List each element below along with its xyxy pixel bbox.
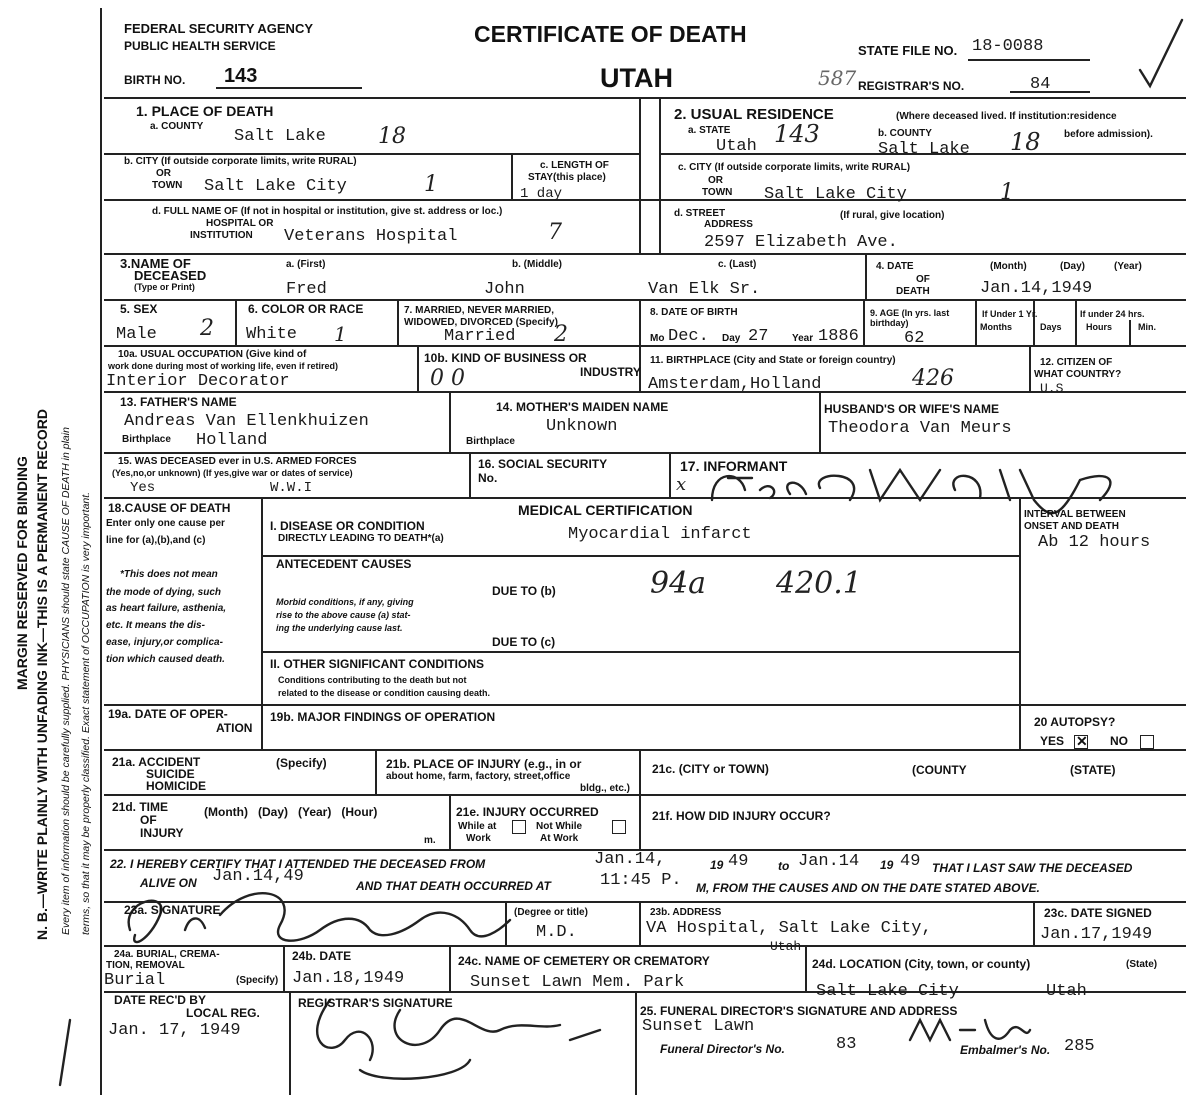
morbid-note-1: Morbid conditions, if any, giving <box>276 597 414 607</box>
certify-from: Jan.14, <box>594 850 666 869</box>
cause-b-code2: 420.1 <box>776 566 862 601</box>
name-label-3: (Type or Print) <box>134 282 195 292</box>
autopsy-no-checkbox[interactable] <box>1140 735 1154 749</box>
degree-label: (Degree or title) <box>514 907 588 918</box>
res-county-label: b. COUNTY <box>878 128 932 139</box>
due-to-c-label: DUE TO (c) <box>492 635 556 649</box>
cause-note-1: *This does not mean <box>120 569 218 580</box>
hospital-label-2: HOSPITAL OR <box>206 218 274 229</box>
certify-text-2: THAT I LAST SAW THE DECEASED <box>932 861 1133 875</box>
date-received-label-2: LOCAL REG. <box>186 1006 260 1020</box>
res-street-label: d. STREET <box>674 208 726 219</box>
burial-label-1: 24a. BURIAL, CREMA- <box>114 949 220 960</box>
sex-label: 5. SEX <box>120 302 158 316</box>
findings-label: 19b. MAJOR FINDINGS OF OPERATION <box>270 710 496 724</box>
burial-date-value: Jan.18,1949 <box>292 969 405 988</box>
month-label: (Month) <box>990 261 1027 272</box>
race-value: White <box>246 325 298 344</box>
last-name-value: Van Elk Sr. <box>648 280 761 299</box>
accident-label-3: HOMICIDE <box>146 779 206 793</box>
date-of-death-value: Jan.14,1949 <box>980 279 1093 298</box>
at-work-label: At Work <box>540 833 579 844</box>
birth-day-label: Day <box>722 333 741 344</box>
cause-label: 18.CAUSE OF DEATH <box>108 501 231 515</box>
certify-text-1: 22. I HEREBY CERTIFY THAT I ATTENDED THE DECEASED FROM <box>110 857 486 871</box>
ssn-no-label: No. <box>478 471 498 485</box>
state-file-label: STATE FILE NO. <box>858 43 958 58</box>
cemetery-value: Sunset Lawn Mem. Park <box>470 973 685 992</box>
armed-answer: Yes <box>130 480 156 496</box>
injury-how-label: 21f. HOW DID INJURY OCCUR? <box>652 809 831 823</box>
informant-mark: x <box>676 474 687 495</box>
certify-alive-on: ALIVE ON <box>140 876 197 890</box>
injury-county-label: (COUNTY <box>912 763 967 777</box>
age-label: 9. AGE (In yrs. last birthday) <box>870 308 950 328</box>
birth-day-value: 27 <box>748 327 769 346</box>
birthplace-code: 426 <box>912 366 954 391</box>
res-state-code: 143 <box>774 120 820 148</box>
res-county-value: Salt Lake <box>878 140 970 159</box>
autopsy-label: 20 AUTOPSY? <box>1034 715 1116 729</box>
fd-no-value: 83 <box>836 1035 857 1054</box>
margin-warning-text: N. B.—WRITE PLAINLY WITH UNFADING INK—THIS IS A PERMANENT RECORD <box>34 409 50 940</box>
operation-date-label-2: ATION <box>216 721 253 735</box>
stay-value: 1 day <box>520 186 563 202</box>
while-at-work-checkbox[interactable] <box>512 820 526 834</box>
citizen-value: U.S <box>1040 381 1064 396</box>
fd-no-label: Funeral Director's No. <box>660 1042 785 1056</box>
morbid-note-2: rise to the above cause (a) stat- <box>276 610 411 620</box>
name-label-1: 3.NAME OF <box>120 256 191 271</box>
cause-note-5: ease, injury,or complica- <box>106 637 223 648</box>
injury-place-label-3: bldg., etc.) <box>580 783 630 794</box>
certify-text-3: AND THAT DEATH OCCURRED AT <box>356 879 551 893</box>
certificate-title: CERTIFICATE OF DEATH <box>474 21 747 47</box>
name-label-2: DECEASED <box>134 268 207 283</box>
last-name-label: c. (Last) <box>718 259 757 270</box>
cause-note-4: etc. It means the dis- <box>106 620 205 631</box>
location-state-label: (State) <box>1126 959 1158 970</box>
armed-label-2: (Yes,no,or unknown) (If yes,give war or dates of service) <box>112 468 353 478</box>
date-death-label-3: DEATH <box>896 286 930 297</box>
pod-city-value: Salt Lake City <box>204 177 347 196</box>
not-while-at-work-checkbox[interactable] <box>612 820 626 834</box>
certify-text-4: M, FROM THE CAUSES AND ON THE DATE STATED ABOVE. <box>696 881 1040 895</box>
race-code: 1 <box>334 322 347 346</box>
date-death-label-2: OF <box>916 274 930 285</box>
morbid-note-3: ing the underlying cause last. <box>276 623 403 633</box>
cause-instr-2: line for (a),(b),and (c) <box>106 535 206 546</box>
armed-label-1: 15. WAS DECEASED ever in U.S. ARMED FORCES <box>118 456 357 467</box>
res-street-note: (If rural, give location) <box>840 210 945 221</box>
emb-no-value: 285 <box>1064 1037 1095 1056</box>
funeral-label: 25. FUNERAL DIRECTOR'S SIGNATURE AND ADDRESS <box>640 1004 958 1018</box>
res-city-value: Salt Lake City <box>764 185 907 204</box>
spouse-label: HUSBAND'S OR WIFE'S NAME <box>824 402 1000 416</box>
birth-year-value: 1886 <box>818 327 859 346</box>
res-town: TOWN <box>702 187 733 198</box>
check-mark <box>1140 20 1182 86</box>
autopsy-yes-check-icon: ✕ <box>1076 733 1088 749</box>
first-name-label: a. (First) <box>286 259 326 270</box>
marital-label-2: WIDOWED, DIVORCED (Specify) <box>404 317 558 328</box>
other-conditions-note-2: related to the disease or condition causing death. <box>278 688 491 698</box>
residence-note: (Where deceased lived. If institution:residence <box>896 111 1117 122</box>
registrar-number: 84 <box>1030 75 1051 94</box>
birth-month-value: Dec. <box>668 327 709 346</box>
autopsy-yes-label: YES <box>1040 734 1065 748</box>
months-label: Months <box>980 322 1012 332</box>
stamp-number: 587 <box>818 66 857 90</box>
burial-date-label: 24b. DATE <box>292 949 352 963</box>
date-received-value: Jan. 17, 1949 <box>108 1021 241 1040</box>
cause-b-code: 94a <box>650 566 707 601</box>
margin-instruction-1: Every item of information should be carefully supplied. PHYSICIANS should state CAUSE OF DEATH in plain <box>60 427 72 935</box>
race-label: 6. COLOR OR RACE <box>248 302 364 316</box>
day-label: (Day) <box>1060 261 1086 272</box>
birth-mo-label: Mo <box>650 333 665 344</box>
disease-label-1: I. DISEASE OR CONDITION <box>270 519 425 533</box>
hospital-value: Veterans Hospital <box>284 227 458 246</box>
stay-label-1: c. LENGTH OF <box>540 160 609 171</box>
burial-specify: (Specify) <box>236 975 279 986</box>
margin-binding-text: MARGIN RESERVED FOR BINDING <box>14 456 30 690</box>
birth-no-label: BIRTH NO. <box>124 73 186 87</box>
agency-name: FEDERAL SECURITY AGENCY <box>124 21 314 36</box>
informant-signature <box>712 470 1110 513</box>
pod-county-label: a. COUNTY <box>150 121 204 132</box>
certify-from-year: 49 <box>728 852 749 871</box>
father-value: Andreas Van Ellenkhuizen <box>124 412 369 431</box>
marital-label-1: 7. MARRIED, NEVER MARRIED, <box>404 305 555 316</box>
hospital-code: 7 <box>548 220 562 245</box>
birth-year-label: Year <box>792 333 814 344</box>
interval-label-2: ONSET AND DEATH <box>1024 521 1119 532</box>
emb-no-label: Embalmer's No. <box>960 1043 1051 1057</box>
hospital-label-1: d. FULL NAME OF (If not in hospital or institution, give st. address or loc.) <box>152 206 503 217</box>
pod-county-value: Salt Lake <box>234 127 326 146</box>
res-or: OR <box>708 175 723 186</box>
min-label: Min. <box>1138 322 1156 332</box>
industry-label-2: INDUSTRY <box>580 365 641 379</box>
hospital-label-3: INSTITUTION <box>190 230 253 241</box>
first-name-value: Fred <box>286 280 327 299</box>
injury-place-label-1: 21b. PLACE OF INJURY (e.g., in or <box>386 757 582 771</box>
cause-a-value: Myocardial infarct <box>568 525 752 544</box>
address-value: VA Hospital, Salt Lake City, <box>646 919 932 938</box>
middle-name-value: John <box>484 280 525 299</box>
other-conditions-note-1: Conditions contributing to the death but not <box>278 675 467 685</box>
res-street-value: 2597 Elizabeth Ave. <box>704 233 898 252</box>
margin-instruction-2: terms, so that it may be properly classified. Exact statement of OCCUPATION is very important. <box>80 491 92 935</box>
middle-name-label: b. (Middle) <box>512 259 562 270</box>
pod-county-code: 18 <box>378 124 406 149</box>
res-state-value: Utah <box>716 137 757 156</box>
not-while-label: Not While <box>536 821 583 832</box>
injury-time-m: m. <box>424 835 436 846</box>
pod-town: TOWN <box>152 180 183 191</box>
age-value: 62 <box>904 329 925 348</box>
father-birthplace-label: Birthplace <box>122 434 171 445</box>
certify-alive-date: Jan.14,49 <box>212 867 304 886</box>
res-city-code: 1 <box>1000 180 1014 205</box>
marital-code: 2 <box>554 322 568 347</box>
industry-value: 0 0 <box>430 366 465 391</box>
address-label: 23b. ADDRESS <box>650 907 722 918</box>
medical-title: MEDICAL CERTIFICATION <box>518 502 693 518</box>
due-to-b-label: DUE TO (b) <box>492 584 556 598</box>
armed-war: W.W.I <box>270 480 313 496</box>
cause-instr-1: Enter only one cause per <box>106 518 225 529</box>
place-of-death-label: 1. PLACE OF DEATH <box>136 103 274 119</box>
residence-label: 2. USUAL RESIDENCE <box>674 106 834 123</box>
informant-label: 17. INFORMANT <box>680 458 788 474</box>
injury-time-label-1: 21d. TIME <box>112 800 169 814</box>
father-label: 13. FATHER'S NAME <box>120 395 237 409</box>
margin-slash <box>60 1020 70 1085</box>
ssn-label: 16. SOCIAL SECURITY <box>478 457 608 471</box>
mother-label: 14. MOTHER'S MAIDEN NAME <box>496 400 669 414</box>
father-birthplace-value: Holland <box>196 431 268 450</box>
location-label: 24d. LOCATION (City, town, or county) <box>812 957 1031 971</box>
degree-value: M.D. <box>536 923 577 942</box>
res-county-code: 18 <box>1010 128 1041 156</box>
injury-time-label-2: OF <box>140 813 157 827</box>
occupation-label-2: work done during most of working life, even if retired) <box>108 361 339 371</box>
under1-label: If Under 1 Yr. <box>982 309 1038 319</box>
cause-note-3: as heart failure, asthenia, <box>106 603 227 614</box>
state-file-number: 18-0088 <box>972 37 1044 56</box>
physician-signature <box>129 893 510 942</box>
res-street-label-2: ADDRESS <box>704 219 753 230</box>
spouse-value: Theodora Van Meurs <box>828 419 1012 438</box>
interval-value: Ab 12 hours <box>1038 533 1151 552</box>
birthplace-value: Amsterdam,Holland <box>648 375 822 394</box>
injury-occurred-label: 21e. INJURY OCCURRED <box>456 805 599 819</box>
stay-label-2: STAY(this place) <box>528 172 606 183</box>
registrar-label: REGISTRAR'S NO. <box>858 79 965 93</box>
res-city-label: c. CITY (If outside corporate limits, write RURAL) <box>678 162 911 173</box>
citizen-label-2: WHAT COUNTRY? <box>1034 369 1122 380</box>
mother-birthplace-label: Birthplace <box>466 436 515 447</box>
pod-city-code: 1 <box>424 172 438 197</box>
date-signed-label: 23c. DATE SIGNED <box>1044 906 1152 920</box>
mother-value: Unknown <box>546 417 618 436</box>
residence-note-2: before admission). <box>1064 129 1153 140</box>
occupation-label-1: 10a. USUAL OCCUPATION (Give kind of <box>118 349 307 360</box>
certify-to-date: Jan.14 <box>798 852 860 871</box>
signature-label: 23a. SIGNATURE <box>124 903 221 917</box>
injury-time-cols: (Month) (Day) (Year) (Hour) <box>204 805 378 819</box>
address-value-2: Utah <box>770 939 802 954</box>
autopsy-no-label: NO <box>1110 734 1128 748</box>
injury-place-label-2: about home, farm, factory, street,office <box>386 771 571 782</box>
location-city-value: Salt Lake City <box>816 982 959 1001</box>
occupation-value: Interior Decorator <box>106 372 290 391</box>
injury-time-label-3: INJURY <box>140 826 184 840</box>
cause-note-6: tion which caused death. <box>106 654 225 665</box>
state-heading: UTAH <box>600 63 673 93</box>
accident-label-1: 21a. ACCIDENT <box>112 755 201 769</box>
hours-label: Hours <box>1086 322 1113 332</box>
industry-label-1: 10b. KIND OF BUSINESS OR <box>424 351 587 365</box>
certify-from-year-prefix: 19 <box>710 858 724 872</box>
registrar-signature <box>317 1000 600 1079</box>
operation-date-label-1: 19a. DATE OF OPER- <box>108 707 228 721</box>
cemetery-label: 24c. NAME OF CEMETERY OR CREMATORY <box>458 954 710 968</box>
funeral-home-value: Sunset Lawn <box>642 1017 755 1036</box>
accident-specify: (Specify) <box>276 756 327 770</box>
under24-label: If under 24 hrs. <box>1080 309 1145 319</box>
certify-to-year-prefix: 19 <box>880 858 894 872</box>
date-signed-value: Jan.17,1949 <box>1040 925 1153 944</box>
sex-value: Male <box>116 325 157 344</box>
cause-note-2: the mode of dying, such <box>106 587 222 598</box>
disease-label-2: DIRECTLY LEADING TO DEATH*(a) <box>278 533 444 544</box>
birth-date-label: 8. DATE OF BIRTH <box>650 307 738 318</box>
days-label: Days <box>1040 322 1062 332</box>
other-conditions-label: II. OTHER SIGNIFICANT CONDITIONS <box>270 657 485 671</box>
date-death-label-1: 4. DATE <box>876 261 914 272</box>
funeral-director-signature <box>910 1020 1030 1040</box>
certify-to: to <box>778 859 790 873</box>
pod-or: OR <box>156 168 171 179</box>
work-label: Work <box>466 833 491 844</box>
citizen-label-1: 12. CITIZEN OF <box>1040 357 1113 368</box>
location-state-value: Utah <box>1046 982 1087 1001</box>
certify-to-year: 49 <box>900 852 921 871</box>
injury-city-label: 21c. (CITY or TOWN) <box>652 762 769 776</box>
registrar-signature-label: REGISTRAR'S SIGNATURE <box>298 996 453 1010</box>
year-label: (Year) <box>1114 261 1142 272</box>
while-at-label: While at <box>458 821 497 832</box>
service-name: PUBLIC HEALTH SERVICE <box>124 39 276 53</box>
burial-value: Burial <box>104 971 166 990</box>
injury-state-label: (STATE) <box>1070 763 1116 777</box>
pod-city-label: b. CITY (If outside corporate limits, write RURAL) <box>124 156 357 167</box>
certify-time: 11:45 P. <box>600 871 682 890</box>
burial-label-2: TION, REMOVAL <box>106 960 185 971</box>
accident-label-2: SUICIDE <box>146 767 195 781</box>
birthplace-label: 11. BIRTHPLACE (City and State or foreign country) <box>650 355 896 366</box>
sex-code: 2 <box>200 316 214 341</box>
interval-label-1: INTERVAL BETWEEN <box>1024 509 1126 520</box>
antecedent-label: ANTECEDENT CAUSES <box>276 557 412 571</box>
marital-value: Married <box>444 327 516 346</box>
birth-number: 143 <box>224 65 258 87</box>
date-received-label-1: DATE REC'D BY <box>114 993 206 1007</box>
res-state-label: a. STATE <box>688 125 731 136</box>
